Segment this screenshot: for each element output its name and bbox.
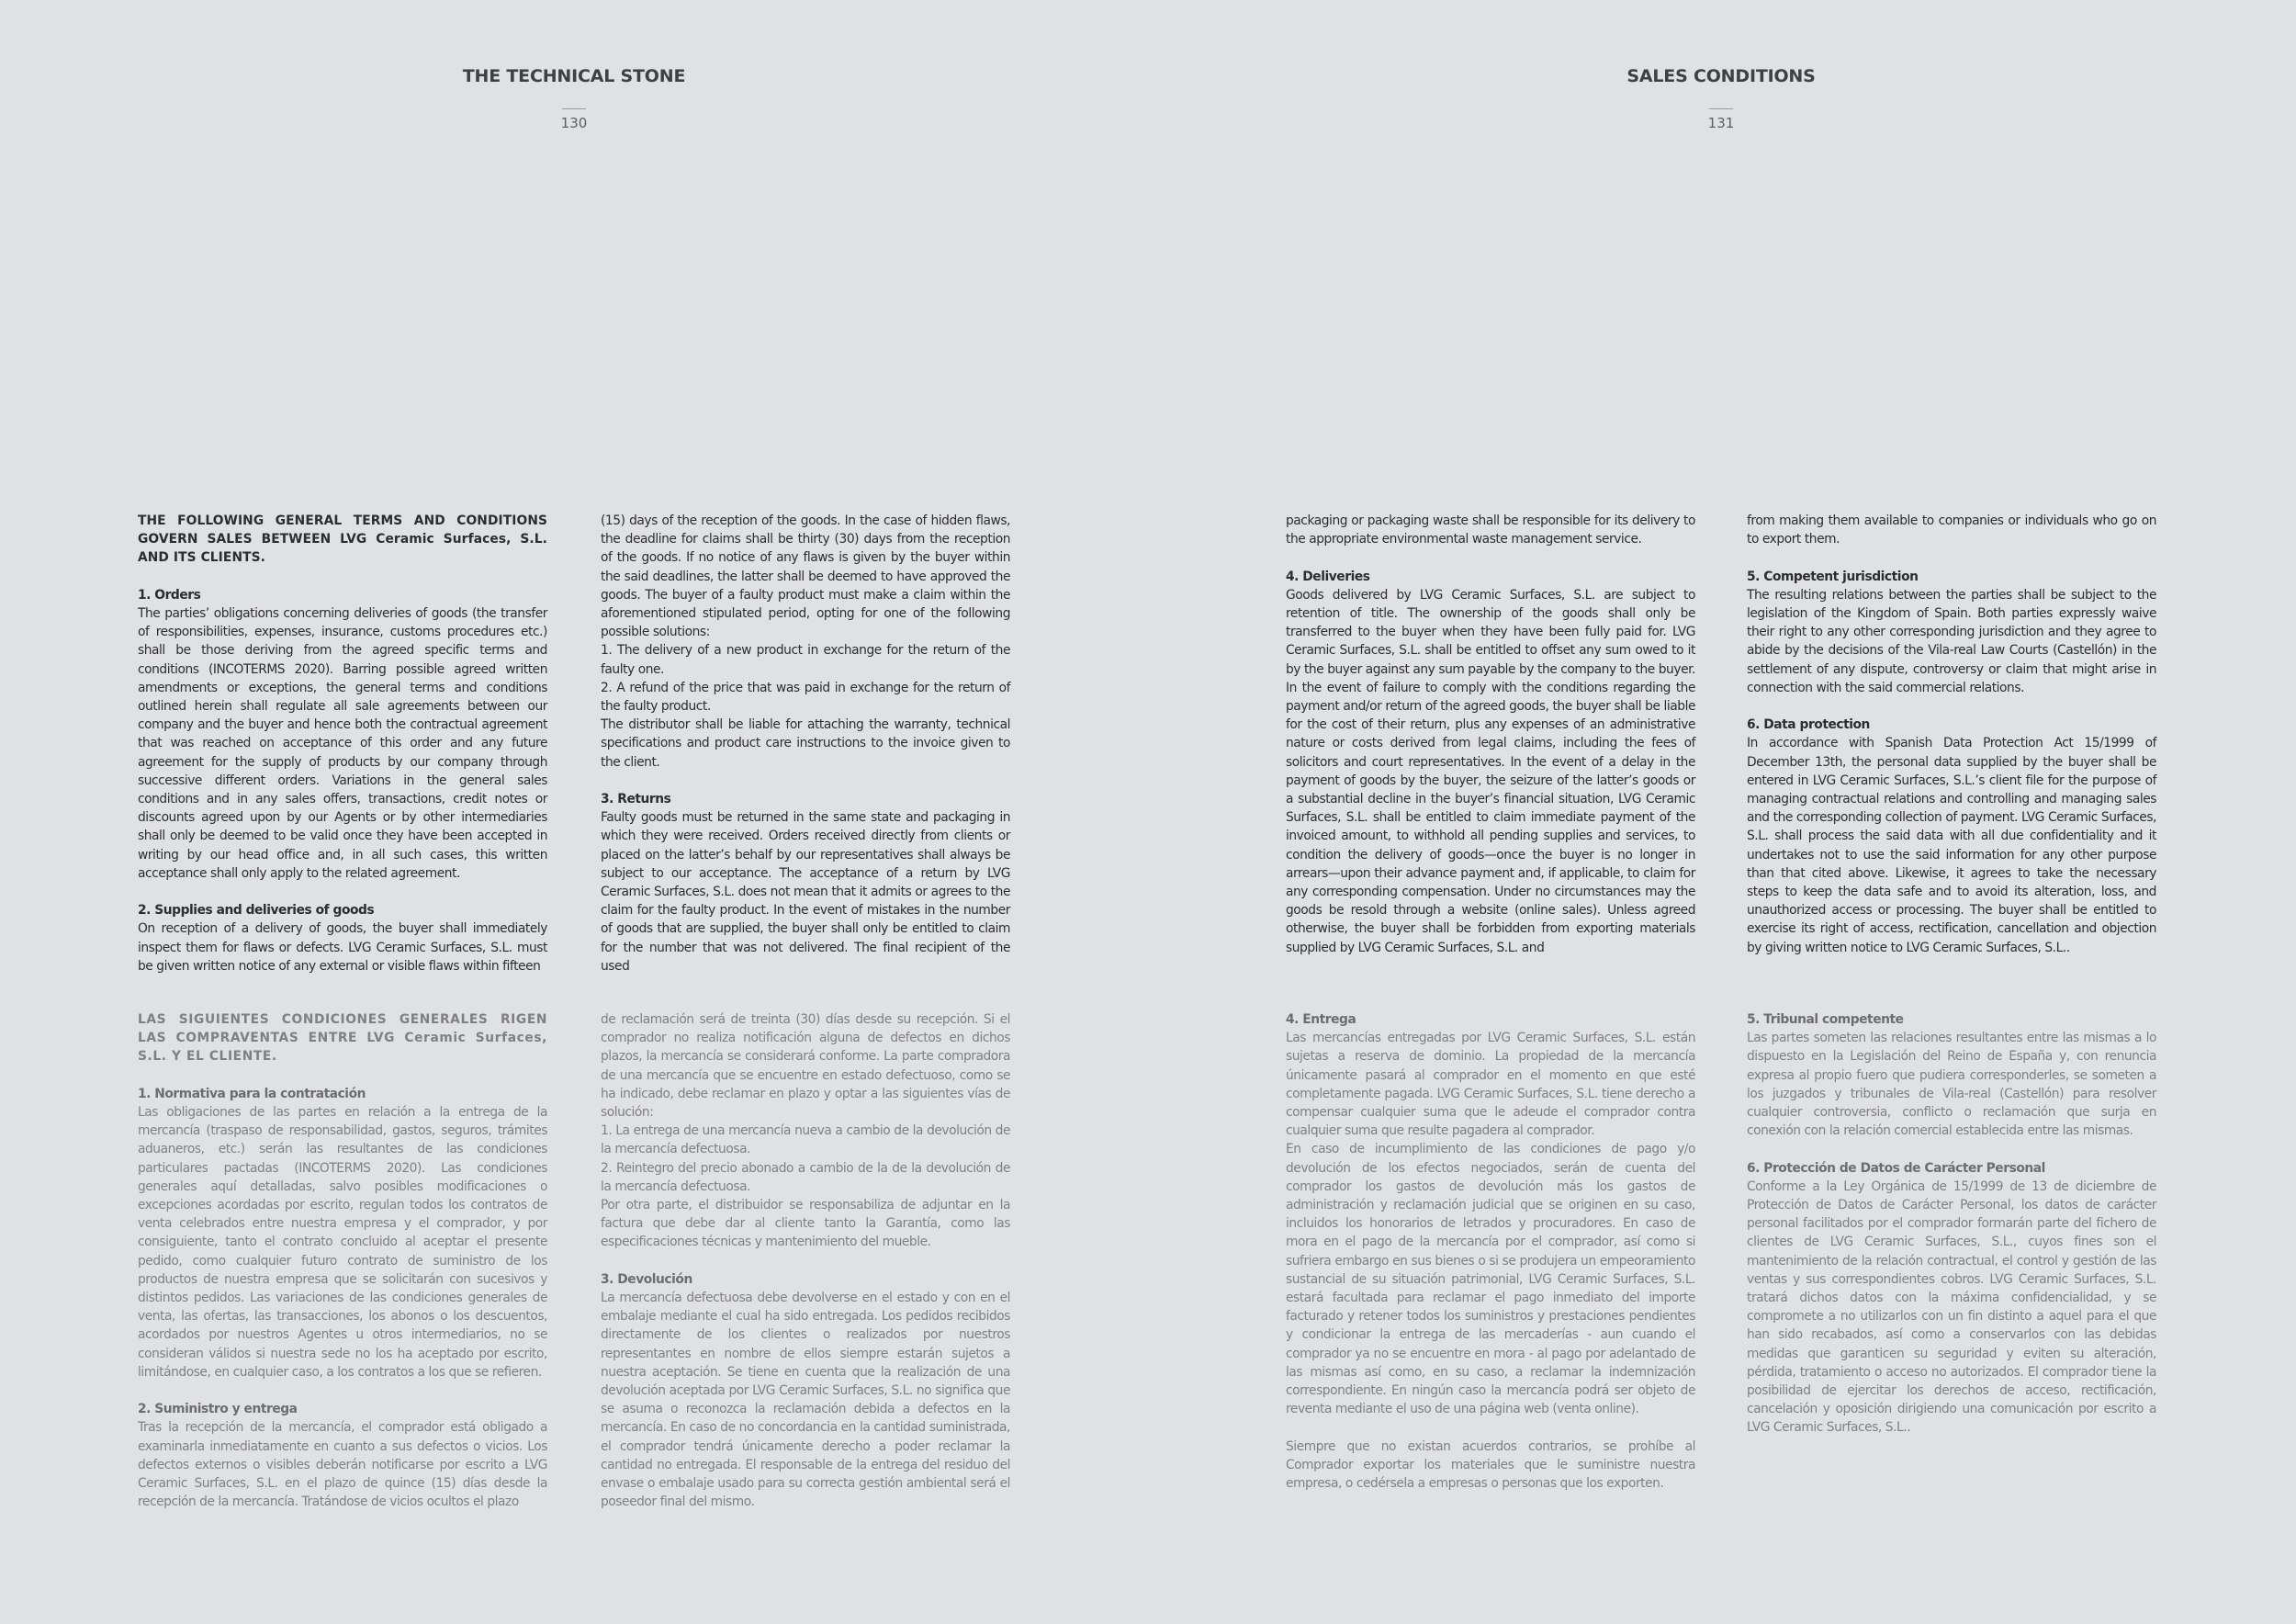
- paragraph-data-protection: In accordance with Spanish Data Protection Act 15/1999 of December 13th, the personal data supplied by the buyer shall be entered in LVG Ceramic Surfaces, S.L.’s client file for the purpose of managing contractual relations and controlling and managing sales and the corresponding collection of payment. LVG Ceramic Surfaces, S.L. shall process the said data with all due confidentiality and it undertakes not to use the said information for any other purpose than that cited above. Likewise, it agrees to take the necessary steps to keep the data safe and to avoid its alteration, loss, and unauthorized access or processing. The buyer shall be entitled to exercise its right of access, rectification, cancellation and objection by giving written notice to LVG Ceramic Surfaces, S.L..: [1747, 736, 2156, 955]
- paragraph-supplies: On reception of a delivery of goods, the buyer shall immediately inspect them for flaws or defects. LVG Ceramic Surfaces, S.L. must be given written notice of any external or visible flaws within fifteen: [138, 921, 547, 974]
- paragraph-deliveries: Goods delivered by LVG Ceramic Surfaces, S.L. are subject to retention of title. The ownership of the goods shall only be transferred to the buyer when they have been fully paid for. LVG Ceramic Surfaces, S.L. shall be entitled to offset any sum owed to it by the buyer against any sum payable by the company to the buyer. In the event of failure to comply with the conditions regarding the payment and/or return of the agreed goods, the buyer shall be liable for the cost of their return, plus any expenses of an administrative nature or costs derived from legal claims, including the fees of solicitors and court representatives. In the event of a delay in the payment of goods by the buyer, the seizure of the latter’s goods or a substantial decline in the buyer’s financial situation, LVG Ceramic Surfaces, S.L. shall be entitled to claim immediate payment of the invoiced amount, to withhold all pending supplies and services, to condition the delivery of goods—once the buyer is no longer in arrears—upon their advance payment and, if applicable, to claim for any corresponding compensation. Under no circumstances may the goods be resold through a website (online sales). Unless agreed otherwise, the buyer shall be forbidden from exporting materials supplied by LVG Ceramic Surfaces, S.L. and: [1286, 587, 1695, 955]
- right-header-divider: [1709, 108, 1733, 109]
- paragraph-option-2: 2. A refund of the price that was paid in exchange for the return of the faulty product.: [601, 680, 1010, 715]
- heading-deliveries: 4. Deliveries: [1286, 569, 1370, 584]
- paragraph-tribunal: Las partes someten las relaciones resultantes entre las mismas a lo dispuesto en la Legislación del Reino de España y, con renuncia expresa al propio fuero que pudiera corresponderles, se someten a los juzgados y tribunales de Vila-real (Castellón) para resolver cualquier controversia, conflicto o reclamación que surja en conexión con la relación comercial establecida entre las mismas.: [1747, 1031, 2156, 1139]
- paragraph-incumplimiento: En caso de incumplimiento de las condiciones de pago y/o devolución de los efectos negociados, serán de cuenta del comprador los gastos de devolución más los gastos de administración y reclamación judicial que se originen en su caso, incluidos los honorarios de letrados y procuradores. En caso de mora en el pago de la mercancía por el comprador, así como si sufriera embargo en sus bienes o si se produjera un empeoramiento sustancial de su situación patrimonial, LVG Ceramic Surfaces, S.L. estará facultada para reclamar el pago inmediato del importe facturado y retener todos los suministros y prestaciones pendientes y condicionar la entrega de las mercaderías - aun cuando el comprador ya no se encuentre en mora - al pago por adelantado de las mismas así como, en su caso, a reclamar la indemnización correspondiente. En ningún caso la mercancía podrá ser objeto de reventa mediante el uso de una página web (venta online).: [1286, 1142, 1695, 1417]
- paragraph-exportar: Siempre que no existan acuerdos contrarios, se prohíbe al Comprador exportar los materiales que le suministre nuestra empresa, o cedérsela a empresas o personas que los exporten.: [1286, 1438, 1695, 1492]
- heading-entrega: 4. Entrega: [1286, 1012, 1356, 1027]
- heading-suministro: 2. Suministro y entrega: [138, 1402, 298, 1417]
- right-page-header: [1583, 64, 1859, 131]
- paragraph-returns-cont: packaging or packaging waste shall be responsible for its delivery to the appropriate environmental waste management service.: [1286, 513, 1695, 547]
- heading-supplies: 2. Supplies and deliveries of goods: [138, 903, 375, 919]
- paragraph-devolucion: La mercancía defectuosa debe devolverse en el estado y con en el embalaje mediante el cual ha sido entregada. Los pedidos recibidos directamente de los clientes o realizados por nuestros representantes en nombre de ellos siempre estarán sujetos a nuestra aceptación. Se tiene en cuenta que la realización de una devolución aceptada por LVG Ceramic Surfaces, S.L. no significa que se asuma o reconozca la reclamación debida a defectos en la mercancía. En caso de no concordancia en la cantidad suministrada, el comprador tendrá únicamente derecho a poder reclamar la cantidad no entregada. El responsable de la entrega del residuo del envase o embalaje usado para su correcta gestión ambiental será el poseedor final del mismo.: [601, 1291, 1010, 1510]
- english-intro: THE FOLLOWING GENERAL TERMS AND CONDITIONS GOVERN SALES BETWEEN LVG Ceramic Surfaces, S.L. AND ITS CLIENTS.: [138, 513, 547, 566]
- left-english-column-2: [601, 512, 1010, 976]
- heading-jurisdiction: 5. Competent jurisdiction: [1747, 569, 1919, 584]
- paragraph-opcion-2: 2. Reintegro del precio abonado a cambio de la de la devolución de la mercancía defectuosa.: [601, 1160, 1010, 1194]
- paragraph-entrega: Las mercancías entregadas por LVG Ceramic Surfaces, S.L. están sujetas a reserva de dominio. La propiedad de la mercancía únicamente pasará al comprador en el momento en que esté completamente pagada. LVG Ceramic Surfaces, S.L. tiene derecho a compensar cualquier suma que le adeude el comprador contra cualquier suma que resulte pagadera al comprador.: [1286, 1031, 1695, 1139]
- paragraph-distributor: The distributor shall be liable for attaching the warranty, technical specifications and product care instructions to the invoice given to the client.: [601, 717, 1010, 770]
- paragraph-deliveries-cont: from making them available to companies or individuals who go on to export them.: [1747, 513, 2156, 547]
- paragraph-orders: The parties’ obligations concerning deliveries of goods (the transfer of responsibilities, expenses, insurance, customs procedures etc.) shall be those deriving from the agreed specific terms and conditions (INCOTERMS 2020). Barring possible agreed written amendments or exceptions, the general terms and conditions outlined herein shall regulate all sale agreements between our company and the buyer and hence both the contractual agreement that was reached on acceptance of this order and any future agreement for the supply of products by our company through successive different orders. Variations in the general sales conditions and in any sales offers, transactions, credit notes or discounts agreed upon by our Agents or by other intermediaries shall only be deemed to be valid once they have been accepted in writing by our head office and, in all such cases, this written acceptance shall only apply to the related agreement.: [138, 606, 547, 881]
- paragraph-normativa: Las obligaciones de las partes en relación a la entrega de la mercancía (traspaso de responsabilidad, gastos, seguros, trámites aduaneros, etc.) serán las resultantes de las condiciones particulares pactadas (INCOTERMS 2020). Las condiciones generales aquí detalladas, salvo posibles modificaciones o excepciones acordadas por escrito, regulan todos los contratos de venta celebrados entre nuestra empresa y el comprador, y por consiguiente, tanto el contrato concluido al aceptar el presente pedido, como cualquier futuro contrato de suministro de los productos de nuestra empresa que se solicitarán con sucesivos y distintos pedidos. Las variaciones de las condiciones generales de venta, las ofertas, las transacciones, los abonos o los descuentos, acordados por nuestros Agentes u otros intermediarios, no se consideran válidos si nuestra sede no los ha aceptado por escrito, limitándose, en cualquier caso, a los contratos a los que se refieren.: [138, 1105, 547, 1380]
- right-page: [1148, 0, 2296, 1624]
- heading-proteccion-datos: 6. Protección de Datos de Carácter Personal: [1747, 1160, 2045, 1176]
- paragraph-opcion-1: 1. La entrega de una mercancía nueva a cambio de la devolución de la mercancía defectuosa.: [601, 1123, 1010, 1157]
- paragraph-jurisdiction: The resulting relations between the parties shall be subject to the legislation of the Kingdom of Spain. Both parties expressly waive their right to any other corresponding jurisdiction and they agree to abide by the decisions of the Vila-real Law Courts (Castellón) in the settlement of any dispute, controversy or claim that might arise in connection with the said commercial relations.: [1747, 587, 2156, 695]
- heading-returns: 3. Returns: [601, 792, 671, 807]
- heading-orders: 1. Orders: [138, 587, 201, 603]
- spanish-intro: LAS SIGUIENTES CONDICIONES GENERALES RIGEN LAS COMPRAVENTAS ENTRE LVG Ceramic Surfaces, S.L. Y EL CLIENTE.: [138, 1012, 547, 1065]
- left-page-header: [436, 64, 712, 131]
- heading-normativa: 1. Normativa para la contratación: [138, 1086, 366, 1101]
- heading-tribunal: 5. Tribunal competente: [1747, 1012, 1904, 1027]
- paragraph-returns: Faulty goods must be returned in the same state and packaging in which they were received. Orders received directly from clients or placed on the latter’s behalf by our representatives shall always be subject to our acceptance. The acceptance of a return by LVG Ceramic Surfaces, S.L. does not mean that it admits or agrees to the claim for the faulty product. In the event of mistakes in the number of goods that are supplied, the buyer shall only be entitled to claim for the number that was not delivered. The final recipient of the used: [601, 810, 1010, 974]
- right-spanish-column-2: [1747, 1010, 2156, 1438]
- left-page-title: THE TECHNICAL STONE: [462, 66, 686, 86]
- heading-devolucion: 3. Devolución: [601, 1271, 692, 1287]
- left-page-number: 130: [560, 115, 588, 131]
- paragraph-proteccion-datos: Conforme a la Ley Orgánica de 15/1999 de 13 de diciembre de Protección de Datos de Carácter Personal, los datos de carácter personal facilitados por el comprador formarán parte del fichero de clientes de LVG Ceramic Surfaces, S.L., cuyos fines son el mantenimiento de la relación contractual, el control y gestión de las ventas y sus correspondientes cobros. LVG Ceramic Surfaces, S.L. tratará dichos datos con la máxima confidencialidad, y se compromete a no utilizarlos con un fin distinto a aquel para el que han sido recabados, así como a conservarlos con las debidas medidas que garanticen su seguridad y eviten su alteración, pérdida, tratamiento o acceso no autorizados. El comprador tiene la posibilidad de ejercitar los derechos de acceso, rectificación, cancelación y oposición dirigiendo una comunicación por escrito a LVG Ceramic Surfaces, S.L..: [1747, 1179, 2156, 1436]
- heading-data-protection: 6. Data protection: [1747, 717, 1870, 733]
- paragraph-suministro: Tras la recepción de la mercancía, el comprador está obligado a examinarla inmediatamente en cuanto a sus defectos o vicios. Los defectos externos o visibles deberán notificarse por escrito a LVG Ceramic Surfaces, S.L. en el plazo de quince (15) días desde la recepción de la mercancía. Tratándose de vicios ocultos el plazo: [138, 1420, 547, 1510]
- right-page-number: 131: [1707, 115, 1735, 131]
- left-spanish-column-2: [601, 1010, 1010, 1511]
- right-page-title: SALES CONDITIONS: [1626, 66, 1816, 86]
- left-header-divider: [562, 108, 586, 109]
- paragraph-supplies-cont: (15) days of the reception of the goods. In the case of hidden flaws, the deadline for claims shall be thirty (30) days from the reception of the goods. If no notice of any flaws is given by the buyer within the said deadlines, the latter shall be deemed to have approved the goods. The buyer of a faulty product must make a claim within the aforementioned stipulated period, opting for one of the following possible solutions:: [601, 513, 1010, 640]
- left-english-column-1: [138, 512, 547, 976]
- right-spanish-column-1: [1286, 1010, 1695, 1493]
- paragraph-distribuidor: Por otra parte, el distribuidor se responsabiliza de adjuntar en la factura que debe dar al cliente tanto la Garantía, como las especificaciones técnicas y mantenimiento del mueble.: [601, 1198, 1010, 1250]
- paragraph-option-1: 1. The delivery of a new product in exchange for the return of the faulty one.: [601, 643, 1010, 677]
- paragraph-suministro-cont: de reclamación será de treinta (30) días desde su recepción. Si el comprador no realiza notificación alguna de defectos en dichos plazos, la mercancía se considerará conforme. La parte compradora de una mercancía que se encuentre en estado defectuoso, como se ha indicado, debe reclamar en plazo y optar a las siguientes vías de solución:: [601, 1012, 1010, 1121]
- left-spanish-column-1: [138, 1010, 547, 1511]
- right-english-column-1: [1286, 512, 1695, 957]
- right-english-column-2: [1747, 512, 2156, 957]
